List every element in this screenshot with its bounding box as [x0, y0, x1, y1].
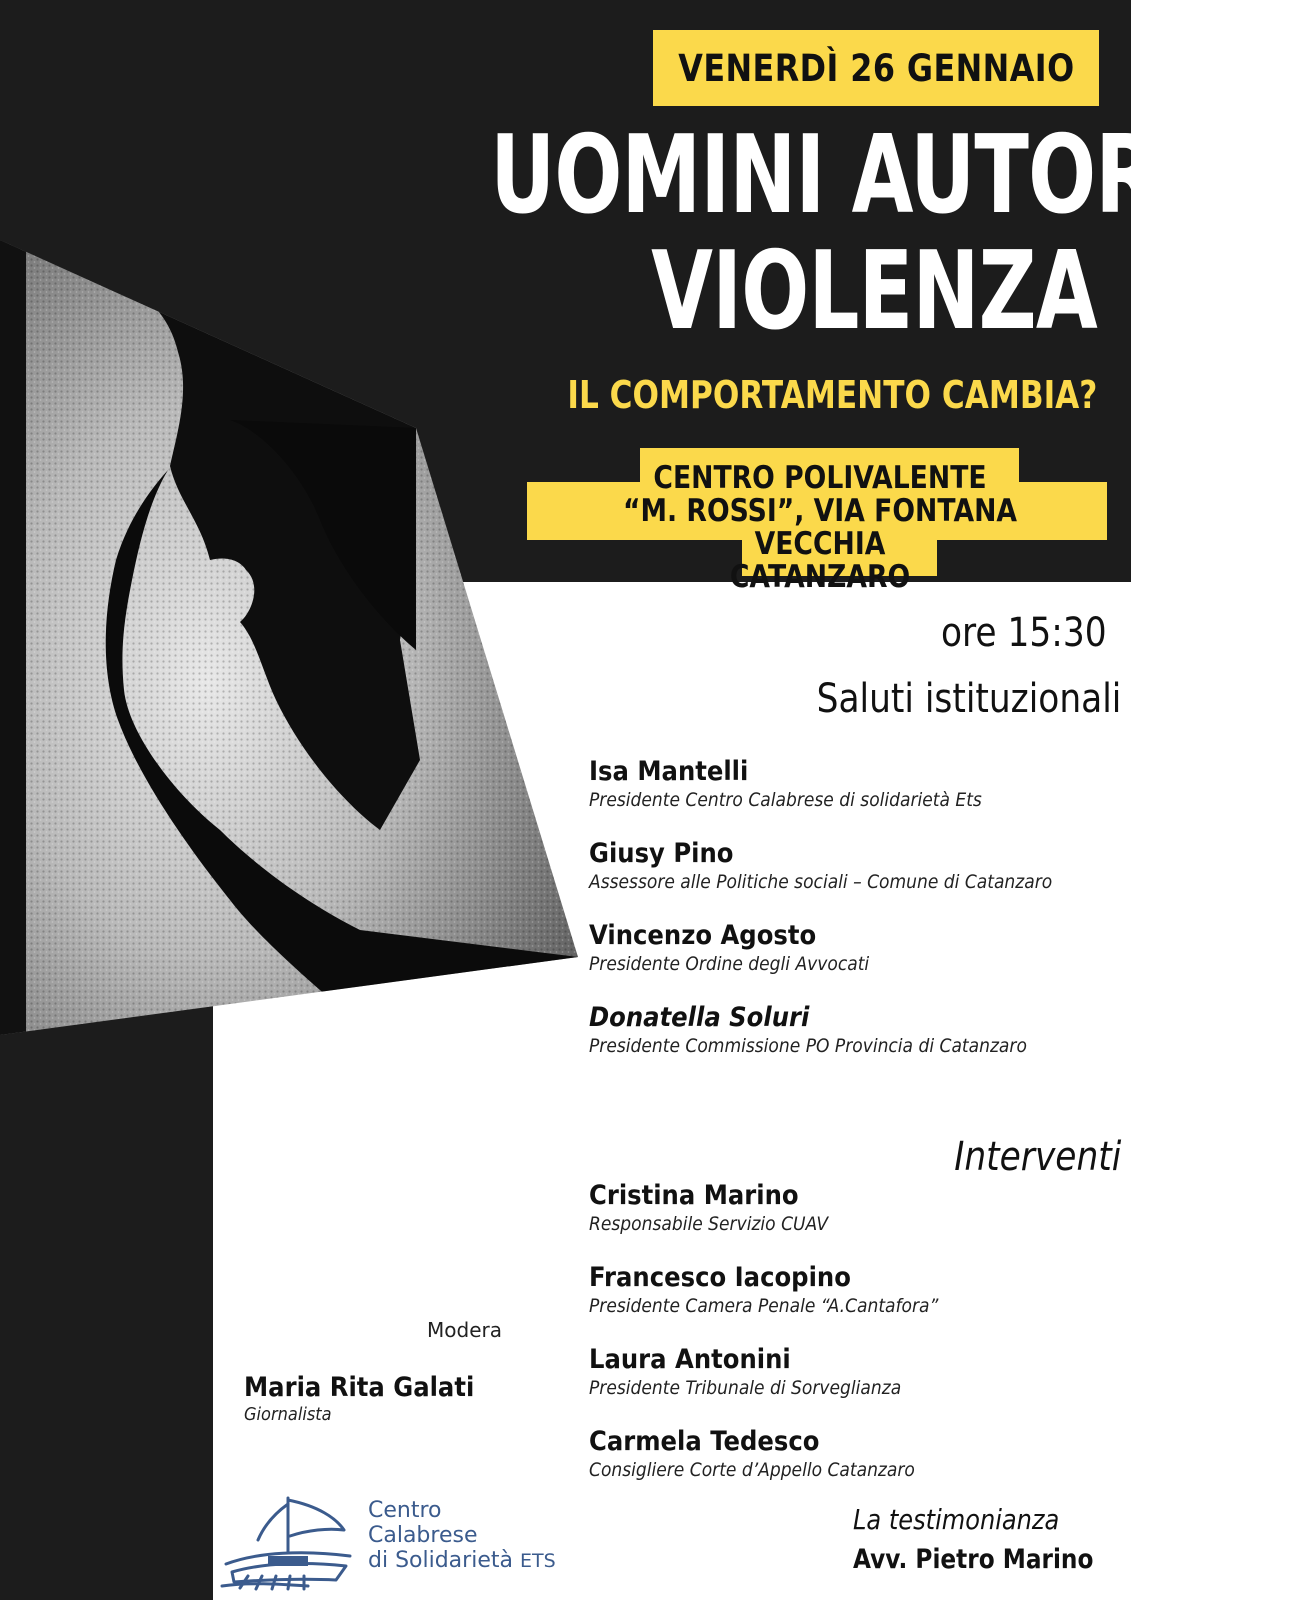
testimony-label: La testimonianza — [853, 1503, 1060, 1536]
speaker-entry — [589, 1426, 1129, 1482]
title-line-2: VIOLENZA — [651, 229, 1097, 354]
event-time: ore 15:30 — [941, 610, 1107, 656]
venue-address — [562, 462, 1078, 594]
speaker-entry — [589, 920, 1129, 976]
event-date: VENERDÌ 26 GENNAIO — [677, 46, 1075, 90]
speaker-entry — [589, 756, 1129, 812]
speaker-role: Presidente Centro Calabrese di solidarietà Ets — [589, 789, 982, 811]
logo-line-3: di Solidarietà — [368, 1548, 513, 1573]
speaker-name: Cristina Marino — [589, 1180, 799, 1211]
speaker-role: Consigliere Corte d’Appello Catanzaro — [589, 1459, 915, 1481]
moderator-role: Giornalista — [244, 1404, 332, 1425]
venue-line-3: CATANZARO — [729, 559, 911, 595]
moderator-entry — [244, 1372, 500, 1426]
speaker-role: Presidente Ordine degli Avvocati — [589, 953, 870, 975]
speaker-entry — [589, 1344, 1129, 1400]
speaker-role: Presidente Commissione PO Provincia di Catanzaro — [589, 1035, 1027, 1057]
speaker-role: Presidente Camera Penale “A.Cantafora” — [589, 1295, 939, 1317]
venue-line-2: “M. ROSSI”, VIA FONTANA VECCHIA — [622, 493, 1018, 562]
date-badge — [653, 30, 1099, 106]
speaker-entry — [589, 1002, 1129, 1058]
speaker-role: Presidente Tribunale di Sorveglianza — [589, 1377, 902, 1399]
event-title — [490, 113, 1307, 354]
talks-heading: Interventi — [953, 1134, 1121, 1180]
logo-line-1: Centro — [368, 1498, 442, 1523]
speaker-role: Responsabile Servizio CUAV — [589, 1213, 829, 1235]
speaker-name: Donatella Soluri — [589, 1002, 810, 1033]
logo-line-2: Calabrese — [368, 1523, 478, 1548]
moderator-name: Maria Rita Galati — [244, 1372, 475, 1403]
speaker-name: Giusy Pino — [589, 838, 734, 869]
event-subtitle: IL COMPORTAMENTO CAMBIA? — [566, 373, 1097, 417]
speaker-name: Francesco Iacopino — [589, 1262, 851, 1293]
speaker-role: Assessore alle Politiche sociali – Comune di Catanzaro — [589, 871, 1053, 893]
moderator-label: Modera — [427, 1318, 502, 1342]
speaker-name: Isa Mantelli — [589, 756, 749, 787]
logo-suffix: ETS — [519, 1550, 556, 1572]
speaker-name: Laura Antonini — [589, 1344, 791, 1375]
testimony-name: Avv. Pietro Marino — [853, 1544, 1094, 1575]
speaker-name: Carmela Tedesco — [589, 1426, 820, 1457]
speaker-name: Vincenzo Agosto — [589, 920, 817, 951]
venue-line-1: CENTRO POLIVALENTE — [653, 460, 987, 496]
speaker-entry — [589, 1262, 1129, 1318]
logo-wordmark — [368, 1498, 556, 1574]
title-line-1: UOMINI AUTORI DI — [490, 113, 1307, 238]
speaker-entry — [589, 838, 1129, 894]
organization-logo — [218, 1490, 558, 1590]
ship-icon — [218, 1490, 368, 1590]
speaker-entry — [589, 1180, 1129, 1236]
greetings-heading: Saluti istituzionali — [816, 676, 1121, 722]
